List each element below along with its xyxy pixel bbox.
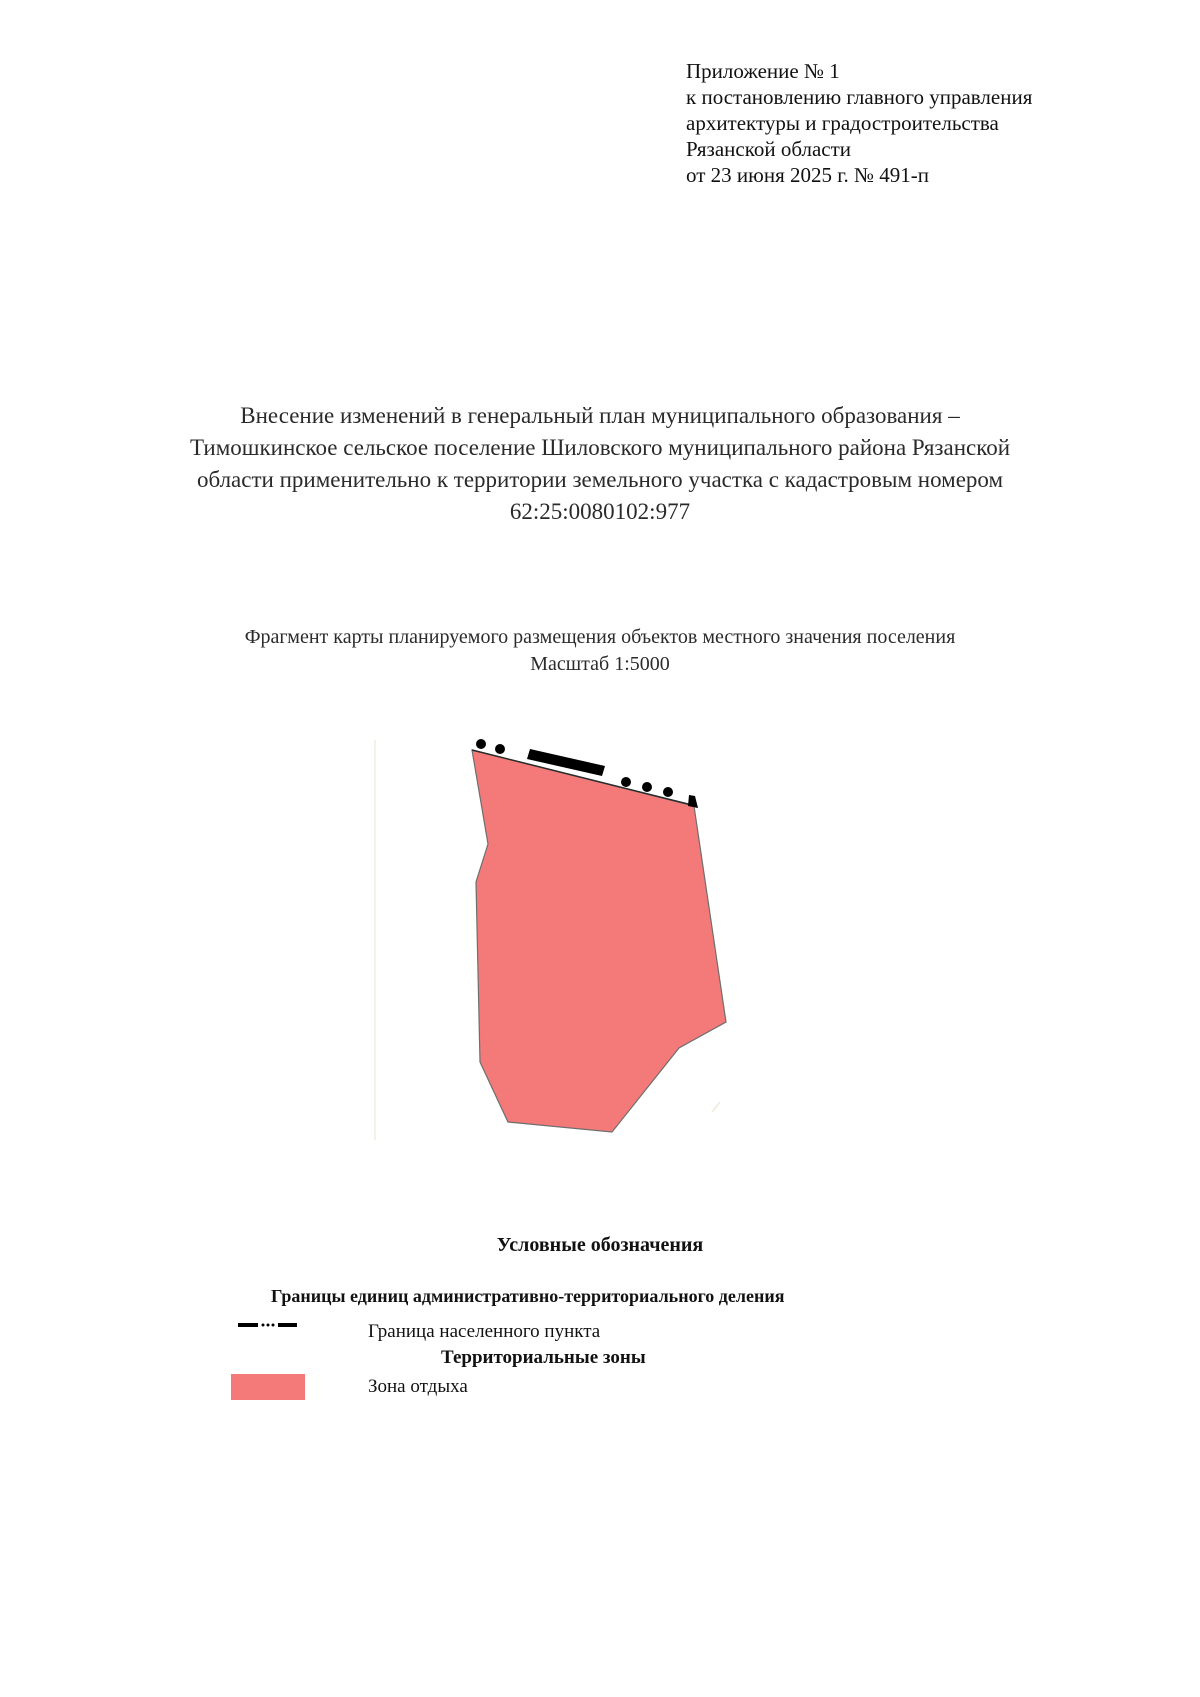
document-title [100,400,1100,528]
map-scale: Масштаб 1:5000 [530,653,670,675]
appendix-header-line: от 23 июня 2025 г. № 491-п [686,163,929,187]
map-caption [100,624,1100,678]
document-title-line: 62:25:0080102:977 [509,499,691,524]
appendix-header [686,58,1032,188]
document-title-line: Внесение изменений в генеральный план муниципального образования – [240,403,960,428]
recreation-zone-area [472,750,726,1132]
appendix-header-line: архитектуры и градостроительства [686,111,999,135]
legend-zones-section-heading: Территориальные зоны [441,1347,646,1368]
legend-admin-section-heading: Границы единиц административно-территориального деления [271,1286,785,1306]
legend-recreation-label: Зона отдыха [368,1376,468,1397]
appendix-header-line: Рязанской области [686,137,852,161]
appendix-header-line: к постановлению главного управления [686,85,1033,109]
boundary-line-symbol [238,1318,298,1332]
document-title-line: Тимошкинское сельское поселение Шиловского муниципального района Рязанской [189,435,1011,460]
map-fragment [360,720,760,1160]
legend-boundary-label: Граница населенного пункта [368,1321,601,1342]
map-caption-text: Фрагмент карты планируемого размещения объектов местного значения поселения [244,626,956,648]
recreation-zone-swatch [231,1374,305,1400]
document-title-line: области применительно к территории земельного участка с кадастровым номером [196,467,1004,492]
appendix-header-line: Приложение № 1 [686,59,840,83]
legend-title: Условные обозначения [496,1234,704,1256]
scan-artifact [712,1102,720,1112]
